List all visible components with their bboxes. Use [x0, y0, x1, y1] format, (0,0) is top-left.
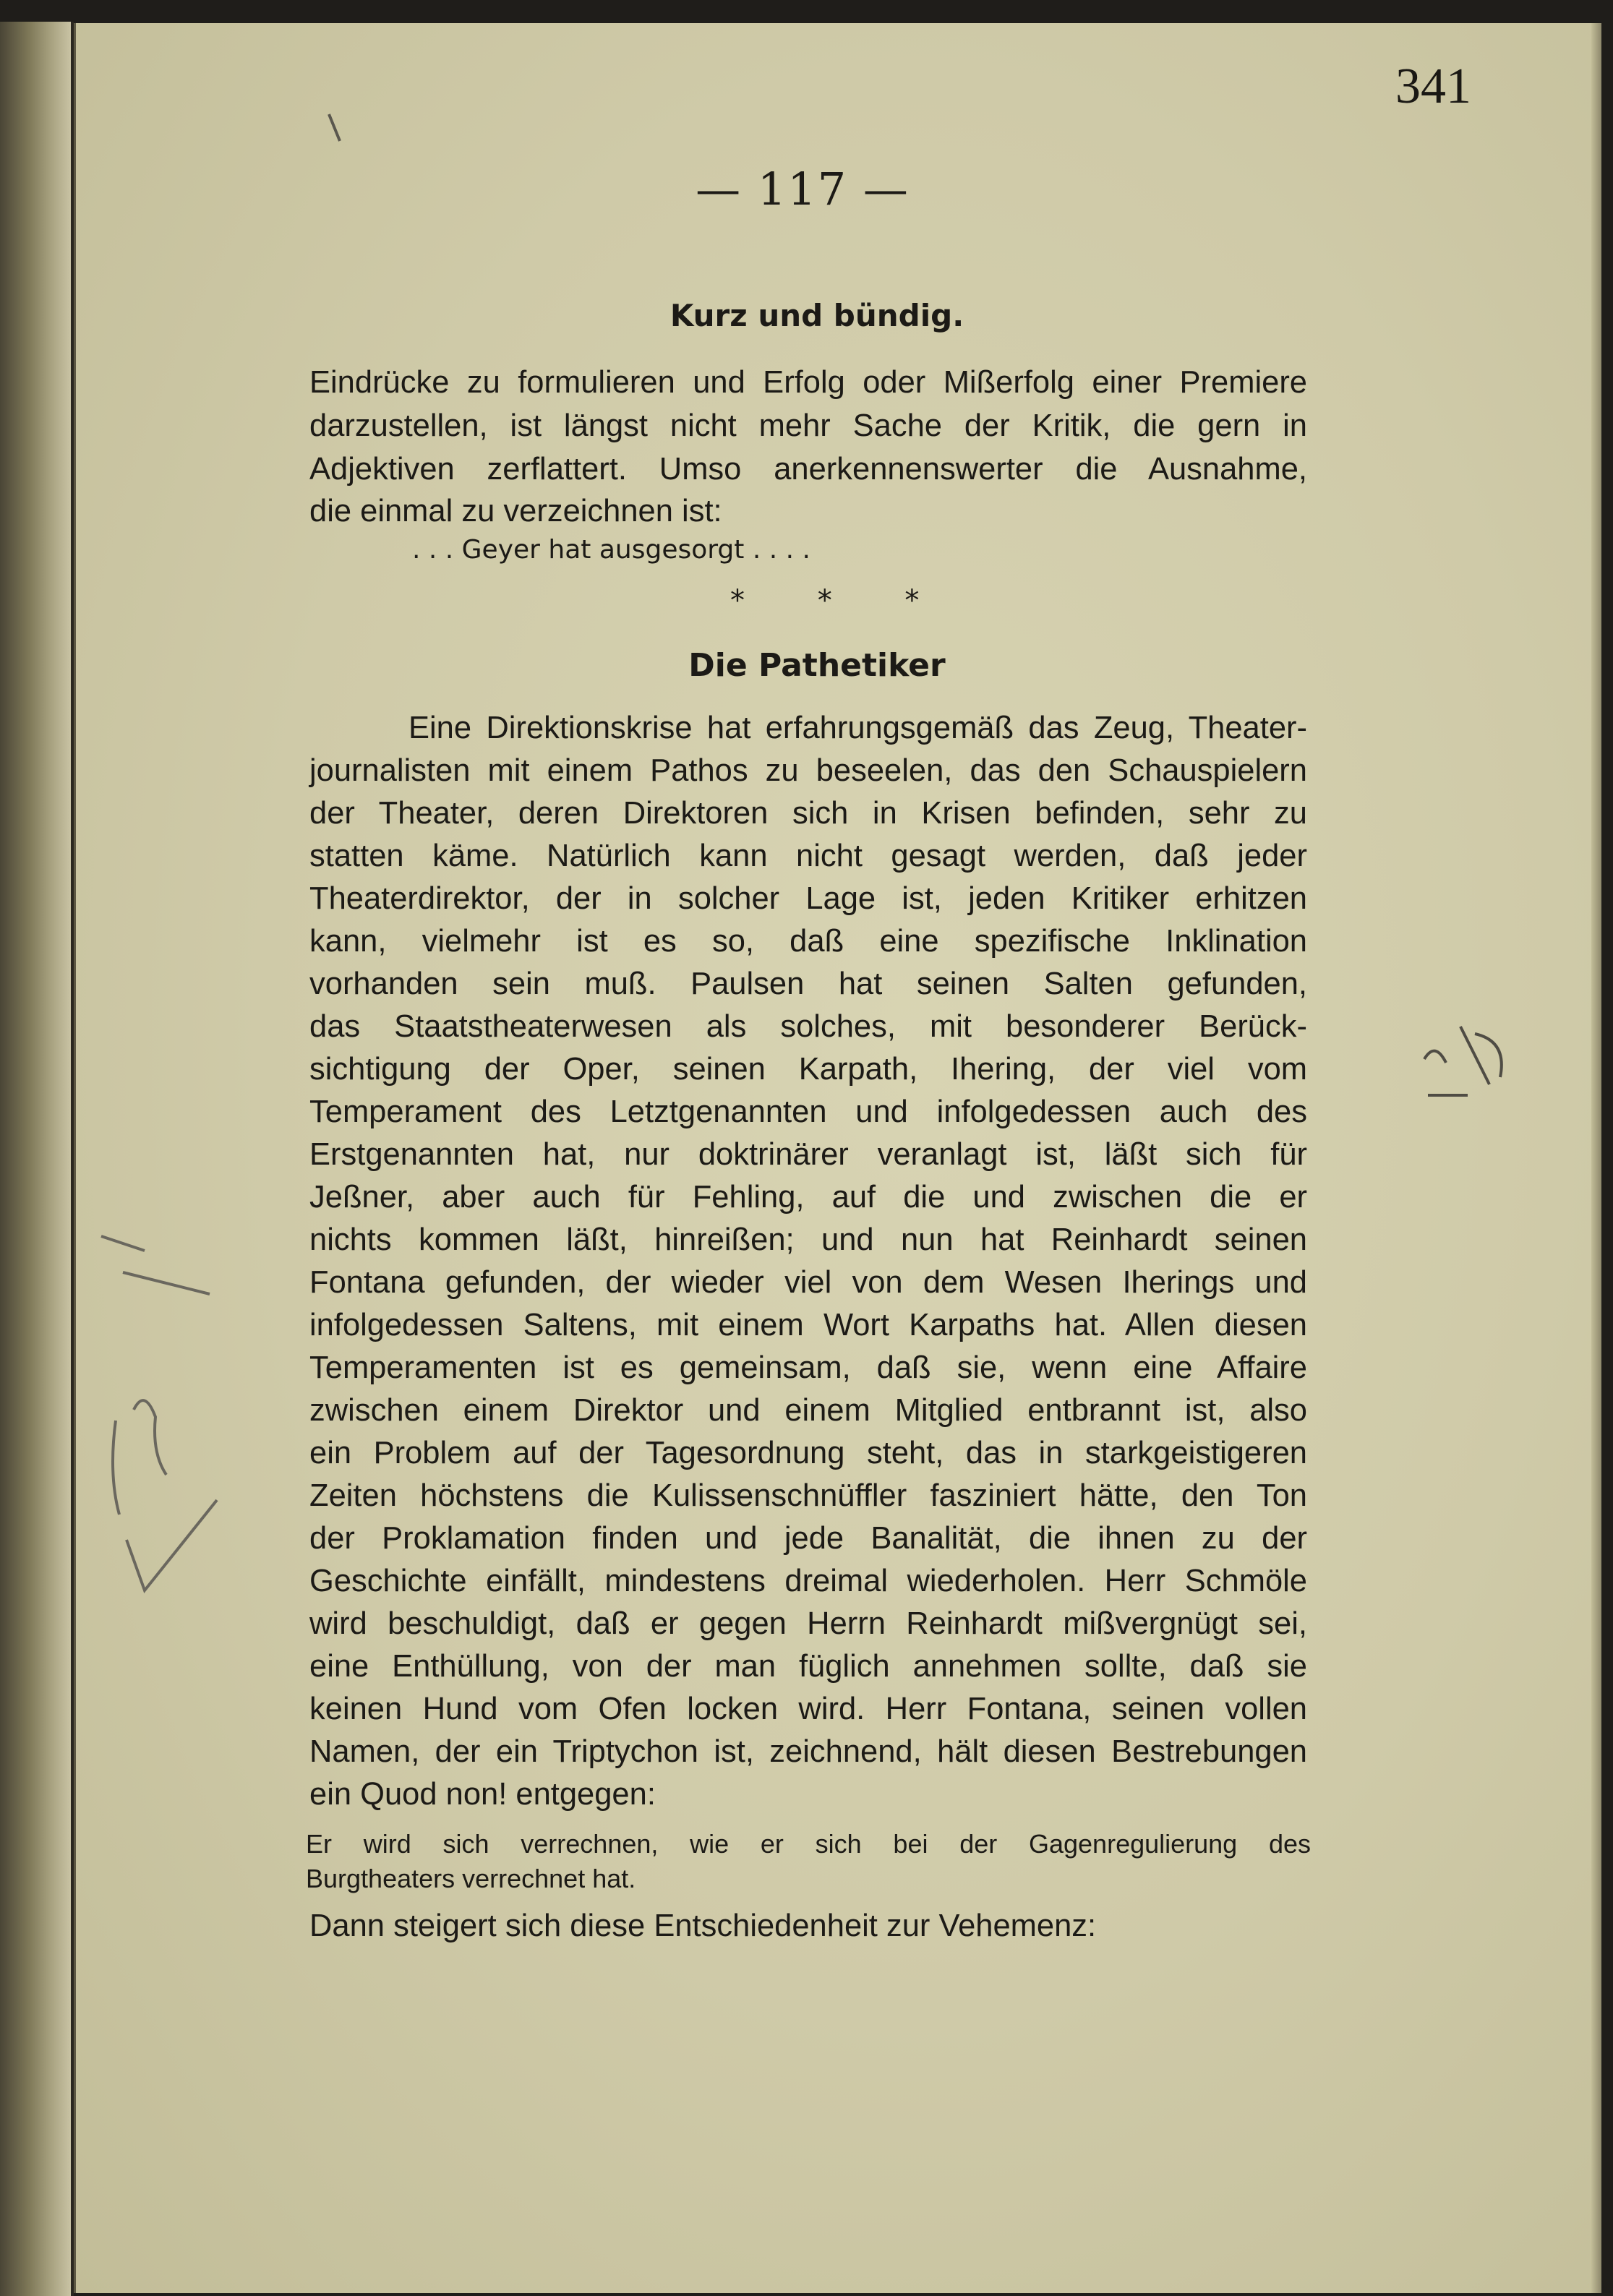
section-separator: * * * — [730, 584, 951, 617]
body-line: Temperament des Letztgenannten und infolgedessen auch des — [309, 1095, 1307, 1129]
body-line: darzustellen, ist längst nicht mehr Sache der Kritik, die gern in — [309, 408, 1307, 443]
body-line: infolgedessen Saltens, mit einem Wort Karpaths hat. Allen diesen — [309, 1308, 1307, 1342]
quote-geyer: . . . Geyer hat ausgesorgt . . . . — [412, 535, 810, 565]
body-line: der Proklamation finden und jede Banalität, die ihnen zu der — [309, 1521, 1307, 1556]
body-line: Eine Direktionskrise hat erfahrungsgemäß das Zeug, Theater- — [408, 711, 1307, 745]
quote-line: Burgtheaters verrechnet hat. — [306, 1864, 636, 1893]
body-line: statten käme. Natürlich kann nicht gesagt werden, daß jeder — [309, 839, 1307, 873]
body-line: Erstgenannten hat, nur doktrinärer veranlagt ist, läßt sich für — [309, 1137, 1307, 1172]
body-line: Jeßner, aber auch für Fehling, auf die und zwischen die er — [309, 1180, 1307, 1215]
folio-number: 341 — [1395, 59, 1471, 114]
quote-line: Er wird sich verrechnen, wie er sich bei der Gagenregulierung des — [306, 1829, 1311, 1859]
pencil-check-mark — [127, 1500, 217, 1590]
body-line: Zeiten höchstens die Kulissenschnüffler fasziniert hätte, den Ton — [309, 1478, 1307, 1513]
body-line: Theaterdirektor, der in solcher Lage ist, jeden Kritiker erhitzen — [309, 881, 1307, 916]
body-line: Geschichte einfällt, mindestens dreimal wiederholen. Herr Schmöle — [309, 1564, 1307, 1598]
body-line: der Theater, deren Direktoren sich in Krisen befinden, sehr zu — [309, 796, 1307, 831]
body-line: das Staatstheaterwesen als solches, mit besonderer Berück- — [309, 1009, 1307, 1044]
body-line: eine Enthüllung, von der man füglich annehmen sollte, daß sie — [309, 1649, 1307, 1684]
body-line: ein Problem auf der Tagesordnung steht, das in starkgeistigeren — [309, 1436, 1307, 1470]
body-line: journalisten mit einem Pathos zu beseelen, das den Schauspielern — [309, 753, 1307, 788]
body-line: nichts kommen läßt, hinreißen; und nun hat Reinhardt seinen — [309, 1222, 1307, 1257]
body-line: Namen, der ein Triptychon ist, zeichnend, hält diesen Bestrebungen — [309, 1734, 1307, 1769]
section-title-pathetiker: Die Pathetiker — [688, 647, 946, 684]
body-line: Fontana gefunden, der wieder viel von dem Wesen Iherings und — [309, 1265, 1307, 1300]
body-line: vorhanden sein muß. Paulsen hat seinen Salten gefunden, — [309, 967, 1307, 1001]
pencil-margin-note-right — [1424, 1027, 1502, 1095]
body-line: Adjektiven zerflattert. Umso anerkennenswerter die Ausnahme, — [309, 452, 1307, 487]
body-line: die einmal zu verzeichnen ist: — [309, 494, 722, 528]
section-title-kurz: Kurz und bündig. — [669, 298, 964, 333]
pencil-margin-note-left — [101, 1236, 210, 1515]
body-line: zwischen einem Direktor und einem Mitglied entbrannt ist, also — [309, 1393, 1307, 1428]
body-line: Eindrücke zu formulieren und Erfolg oder Mißerfolg einer Premiere — [309, 365, 1307, 400]
body-line: ein Quod non! entgegen: — [309, 1777, 656, 1812]
body-line: keinen Hund vom Ofen locken wird. Herr Fontana, seinen vollen — [309, 1692, 1307, 1726]
page-number: — 117 — — [696, 163, 910, 215]
body-line: wird beschuldigt, daß er gegen Herrn Reinhardt mißvergnügt sei, — [309, 1606, 1307, 1641]
pencil-tick-top — [329, 114, 340, 141]
body-line: Temperamenten ist es gemeinsam, daß sie, wenn eine Affaire — [309, 1350, 1307, 1385]
closing-line: Dann steigert sich diese Entschiedenheit zur Vehemenz: — [309, 1909, 1097, 1943]
body-line: kann, vielmehr ist es so, daß eine spezifische Inklination — [309, 924, 1307, 959]
body-line: sichtigung der Oper, seinen Karpath, Ihering, der viel vom — [309, 1052, 1307, 1087]
